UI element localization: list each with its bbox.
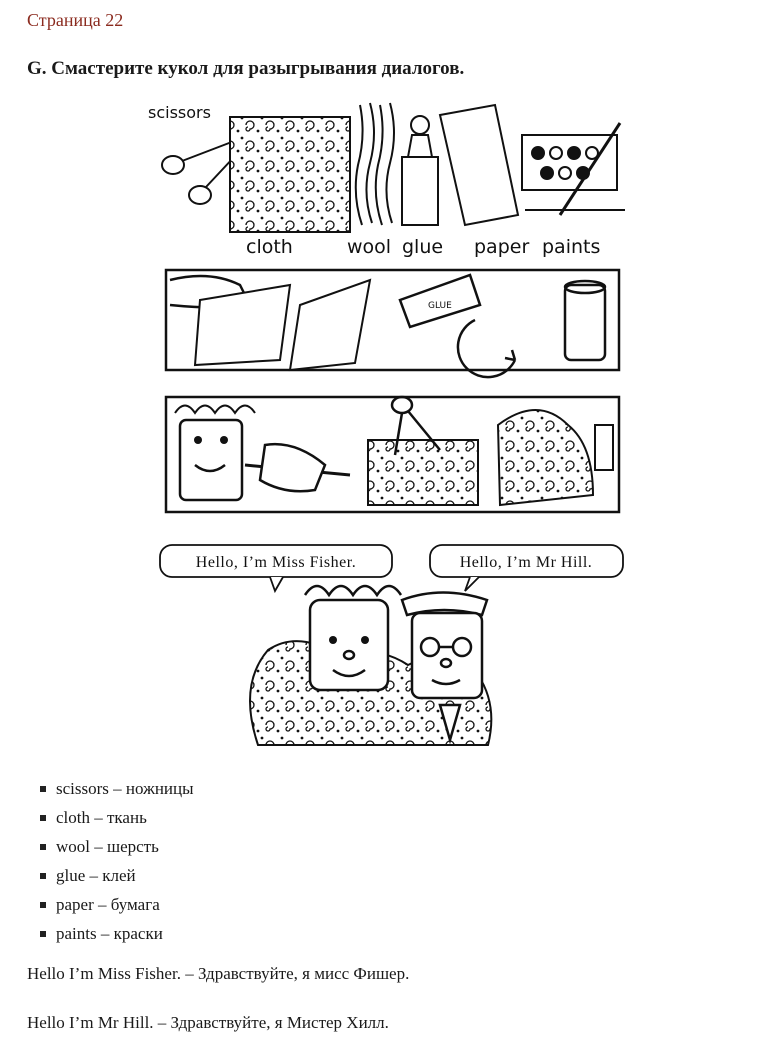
speech-bubble-left bbox=[160, 545, 392, 591]
translation-miss-fisher: Hello I’m Miss Fisher. – Здравствуйте, я мисс Фишер. bbox=[27, 964, 410, 983]
vocab-item: wool – шерсть bbox=[40, 835, 194, 864]
vocab-item: cloth – ткань bbox=[40, 806, 194, 835]
vocab-item: scissors – ножницы bbox=[40, 777, 194, 806]
bullet-icon bbox=[40, 931, 46, 937]
label-glue: glue bbox=[402, 236, 444, 258]
bubble-text-right: Hello, I’m Mr Hill. bbox=[459, 554, 593, 571]
vocab-item: glue – клей bbox=[40, 864, 194, 893]
vocab-item: paper – бумага bbox=[40, 893, 194, 922]
label-scissors: scissors bbox=[148, 103, 211, 122]
glue-drawing bbox=[402, 116, 438, 225]
vocabulary-list bbox=[40, 777, 194, 951]
step-panel-2 bbox=[166, 397, 619, 512]
puppets-drawing bbox=[250, 586, 491, 745]
label-wool: wool bbox=[347, 236, 392, 258]
bullet-icon bbox=[40, 902, 46, 908]
label-paper: paper bbox=[474, 236, 530, 258]
bullet-icon bbox=[40, 786, 46, 792]
wool-drawing bbox=[356, 103, 394, 225]
label-cloth: cloth bbox=[246, 236, 293, 258]
materials-row bbox=[148, 103, 625, 258]
bullet-icon bbox=[40, 815, 46, 821]
bullet-icon bbox=[40, 873, 46, 879]
miss-fisher-puppet bbox=[305, 586, 401, 690]
bubble-text-left: Hello, I’m Miss Fisher. bbox=[195, 554, 357, 571]
label-paints: paints bbox=[542, 236, 601, 258]
speech-bubble-right bbox=[430, 545, 623, 591]
vocab-item: paints – краски bbox=[40, 922, 194, 951]
paints-drawing bbox=[522, 123, 625, 215]
craft-illustration bbox=[140, 95, 630, 750]
paper-tube-drawing bbox=[565, 285, 605, 360]
paper-drawing bbox=[440, 105, 518, 225]
page-link[interactable]: Страница 22 bbox=[27, 10, 124, 30]
cloth-drawing bbox=[230, 117, 350, 232]
glue-bottle-label: GLUE bbox=[428, 301, 452, 311]
translation-mr-hill: Hello I’m Mr Hill. – Здравствуйте, я Мистер Хилл. bbox=[27, 1013, 389, 1032]
exercise-heading: G. Смастерите кукол для разыгрывания диалогов. bbox=[27, 58, 465, 79]
bullet-icon bbox=[40, 844, 46, 850]
step-panel-1 bbox=[166, 270, 619, 377]
